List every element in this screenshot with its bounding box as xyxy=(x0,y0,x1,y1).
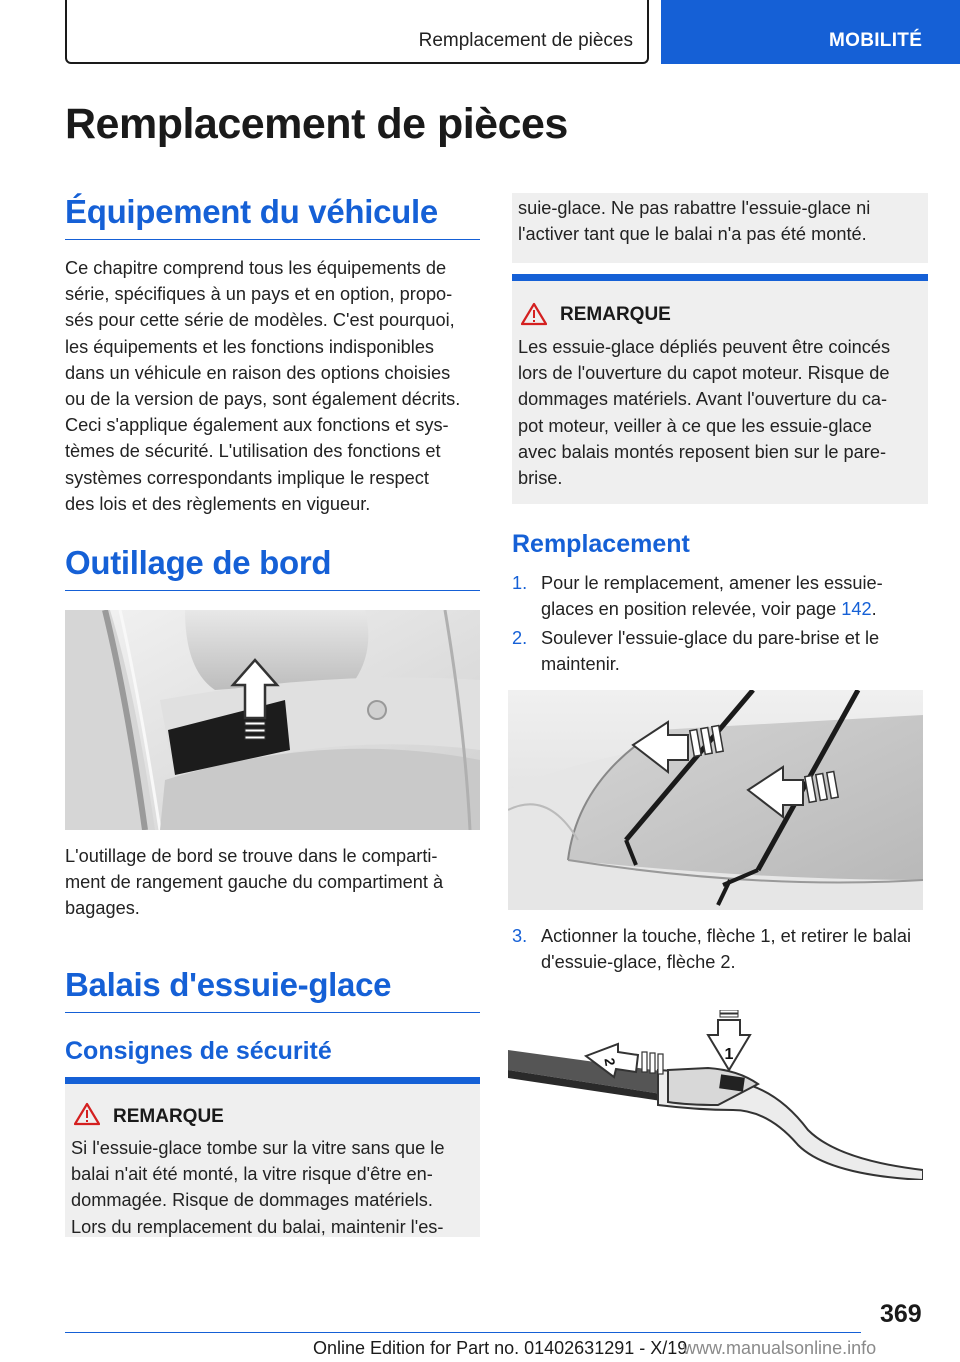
note-top-bar xyxy=(65,1077,480,1084)
tools-line: bagages. xyxy=(65,898,140,919)
equipment-line: Ceci s'applique également aux fonctions et sys- xyxy=(65,415,449,436)
equipment-line: les équipements et les fonctions indisponibles xyxy=(65,336,435,357)
step-number: 1. xyxy=(512,573,528,593)
note-line: Lors du remplacement du balai, maintenir l'es- xyxy=(71,1216,444,1237)
equipment-line: sés pour cette série de modèles. C'est pourquoi, xyxy=(65,310,455,331)
callout-number-1: 1 xyxy=(724,1046,734,1063)
callout-number-2: 2 xyxy=(601,1056,619,1068)
heading-wiper-blades: Balais d'essuie-glace xyxy=(65,966,480,1013)
note-line: Les essuie-glace dépliés peuvent être coincés xyxy=(518,337,891,357)
equipment-line: systèmes correspondants implique le respect xyxy=(65,467,429,488)
trunk-compartment-illustration xyxy=(65,610,480,830)
note-line: dommagée. Risque de dommages matériels. xyxy=(71,1190,433,1211)
warning-note-1-continued xyxy=(512,193,928,263)
heading-safety: Consignes de sécurité xyxy=(65,1037,332,1065)
warning-note-2 xyxy=(512,274,928,504)
equipment-line: dans un véhicule en raison des options choisies xyxy=(65,362,451,383)
footer-edition: Online Edition for Part no. 01402631291 - X/19 xyxy=(313,1338,688,1358)
step-line: Pour le remplacement, amener les essuie- xyxy=(541,573,883,593)
equipment-line: ou de la version de pays, sont également décrits. xyxy=(65,389,461,410)
equipment-paragraph xyxy=(65,255,485,517)
step-line: d'essuie-glace, flèche 2. xyxy=(541,952,736,973)
step-line-text: glaces en position relevée, voir page xyxy=(541,599,842,620)
note-line: balai n'ait été monté, la vitre risque d'être en- xyxy=(71,1164,433,1185)
step-text xyxy=(541,625,932,677)
footer-watermark: www.manualsonline.info xyxy=(683,1338,877,1358)
step-line: Soulever l'essuie-glace du pare-brise et le xyxy=(541,628,880,648)
equipment-line: tèmes de sécurité. L'utilisation des fonctions et xyxy=(65,441,441,462)
step-line xyxy=(541,596,932,622)
equipment-line: série, spécifiques à un pays et en option, propo- xyxy=(65,284,453,305)
tools-line: ment de rangement gauche du compartiment à xyxy=(65,872,444,893)
note-1-title: REMARQUE xyxy=(113,1106,224,1127)
page-link-142[interactable]: 142 xyxy=(841,599,872,620)
equipment-line: des lois et des règlements en vigueur. xyxy=(65,493,371,514)
note-line: suie-glace. Ne pas rabattre l'essuie-glace ni xyxy=(518,198,871,218)
heading-equipment: Équipement du véhicule xyxy=(65,193,480,240)
footer-rule xyxy=(65,1332,861,1333)
warning-triangle-icon xyxy=(74,1102,100,1126)
step-line-tail: . xyxy=(871,599,877,620)
step-number: 2. xyxy=(512,628,528,648)
warning-note-1 xyxy=(65,1077,480,1237)
header-section-tab xyxy=(65,0,649,64)
note-line: brise. xyxy=(518,468,563,489)
step-text xyxy=(541,570,932,622)
header-section-title: Remplacement de pièces xyxy=(418,30,633,51)
note-line: Si l'essuie-glace tombe sur la vitre sans que le xyxy=(71,1138,445,1158)
tools-line: L'outillage de bord se trouve dans le comparti- xyxy=(65,846,438,866)
note-top-bar xyxy=(512,274,928,281)
windshield-wipers-illustration xyxy=(508,690,923,910)
blade-illustration-svg xyxy=(508,1010,923,1180)
tools-paragraph xyxy=(65,843,485,922)
wipers-illustration-svg xyxy=(508,690,923,910)
page-number: 369 xyxy=(880,1300,922,1328)
note-line: pot moteur, veiller à ce que les essuie-glace xyxy=(518,415,872,436)
step-number: 3. xyxy=(512,926,528,946)
step-line: Actionner la touche, flèche 1, et retirer le balai xyxy=(541,926,912,946)
header-chapter-title: MOBILITÉ xyxy=(829,30,923,51)
heading-tools: Outillage de bord xyxy=(65,544,480,591)
wiper-blade-release-illustration xyxy=(508,1010,923,1180)
warning-triangle-icon xyxy=(521,302,547,326)
note-1-continued-text xyxy=(518,195,870,247)
note-line: l'activer tant que le balai n'a pas été monté. xyxy=(518,224,867,245)
note-line: dommages matériels. Avant l'ouverture du ca- xyxy=(518,389,888,410)
note-line: avec balais montés reposent bien sur le pare- xyxy=(518,441,886,462)
step-line: maintenir. xyxy=(541,654,620,675)
note-1-text xyxy=(71,1135,444,1240)
heading-replacement: Remplacement xyxy=(512,530,690,558)
note-2-title: REMARQUE xyxy=(560,304,671,325)
step-text xyxy=(541,923,932,975)
note-line: lors de l'ouverture du capot moteur. Risque de xyxy=(518,363,890,384)
trunk-illustration-svg xyxy=(65,610,480,830)
equipment-line: Ce chapitre comprend tous les équipements de xyxy=(65,258,447,278)
page-title: Remplacement de pièces xyxy=(65,100,568,148)
header-chapter-tab xyxy=(661,0,960,64)
note-2-text xyxy=(518,334,890,491)
